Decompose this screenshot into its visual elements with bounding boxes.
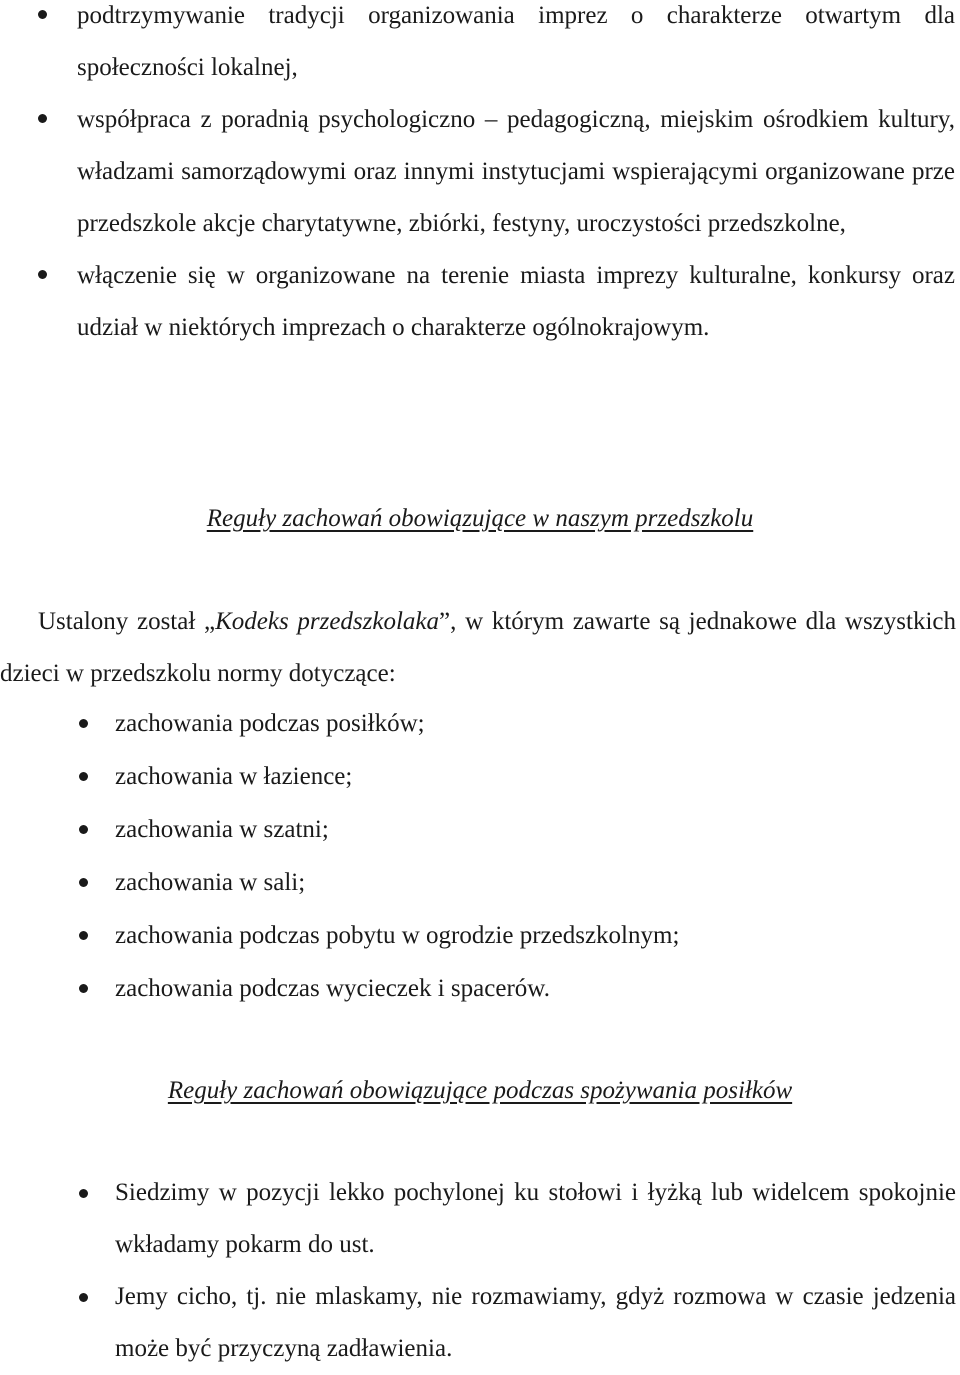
section-heading-meals: Reguły zachowań obowiązujące podczas spożywania posiłków — [167, 1077, 793, 1104]
list-item — [0, 856, 960, 909]
bullet-icon — [38, 10, 47, 19]
list-item — [0, 1167, 956, 1271]
list-item-text: Jemy cicho, tj. nie mlaskamy, nie rozmawiamy, gdyż rozmowa w czasie jedzenia może być przyczyną zadławienia. — [115, 1283, 956, 1362]
bullet-icon — [79, 984, 88, 993]
list-item-text: zachowania w łazience; — [115, 763, 353, 790]
intro-before: Ustalony został „ — [38, 608, 216, 635]
list-item-text: włączenie się w organizowane na terenie miasta imprezy kulturalne, konkursy oraz udział w niektórych imprezach o charakterze ogólnokrajowym. — [77, 262, 955, 341]
bullet-icon — [79, 772, 88, 781]
list-item — [0, 909, 960, 962]
intro-emphasis: Kodeks przedszkolaka — [215, 608, 440, 635]
list-item-text: współpraca z poradnią psychologiczno – pedagogiczną, miejskim ośrodkiem kultury, władzami samorządowymi oraz innymi instytucjami wspierającymi organizowane prze przedszkole akcje charytatywne, zbiórki, festyny, uroczystości przedszkolne, — [77, 106, 955, 237]
list-item-text: zachowania podczas pobytu w ogrodzie przedszkolnym; — [115, 922, 680, 949]
list-item-text: Siedzimy w pozycji lekko pochylonej ku stołowi i łyżką lub widelcem spokojnie wkładamy pokarm do ust. — [115, 1179, 956, 1258]
bullet-icon — [38, 270, 47, 279]
intro-after: ”, w którym zawarte są jednakowe dla wszystkich dzieci w przedszkolu normy dotyczące: — [0, 608, 956, 687]
meal-rules-list — [0, 1167, 960, 1375]
list-item-text: zachowania w szatni; — [115, 816, 329, 843]
list-item — [0, 697, 960, 750]
bullet-icon — [79, 931, 88, 940]
bullet-icon — [79, 719, 88, 728]
list-item — [0, 94, 955, 250]
community-activities-list — [0, 0, 960, 354]
list-item-text: zachowania podczas wycieczek i spacerów. — [115, 975, 550, 1002]
bullet-icon — [79, 878, 88, 887]
list-item — [0, 250, 955, 354]
list-item — [0, 803, 960, 856]
bullet-icon — [79, 1189, 88, 1198]
list-item — [0, 750, 960, 803]
list-item — [0, 962, 960, 1015]
bullet-icon — [79, 1293, 88, 1302]
bullet-icon — [79, 825, 88, 834]
list-item — [0, 0, 955, 94]
bullet-icon — [38, 114, 47, 123]
list-item-text: podtrzymywanie tradycji organizowania imprez o charakterze otwartym dla społeczności lokalnej, — [77, 2, 955, 81]
list-item — [0, 1271, 956, 1375]
list-item-text: zachowania w sali; — [115, 869, 306, 896]
intro-paragraph — [0, 596, 956, 700]
list-item-text: zachowania podczas posiłków; — [115, 710, 425, 737]
rules-list — [0, 697, 960, 1015]
section-heading-rules: Reguły zachowań obowiązujące w naszym przedszkolu — [206, 505, 754, 532]
